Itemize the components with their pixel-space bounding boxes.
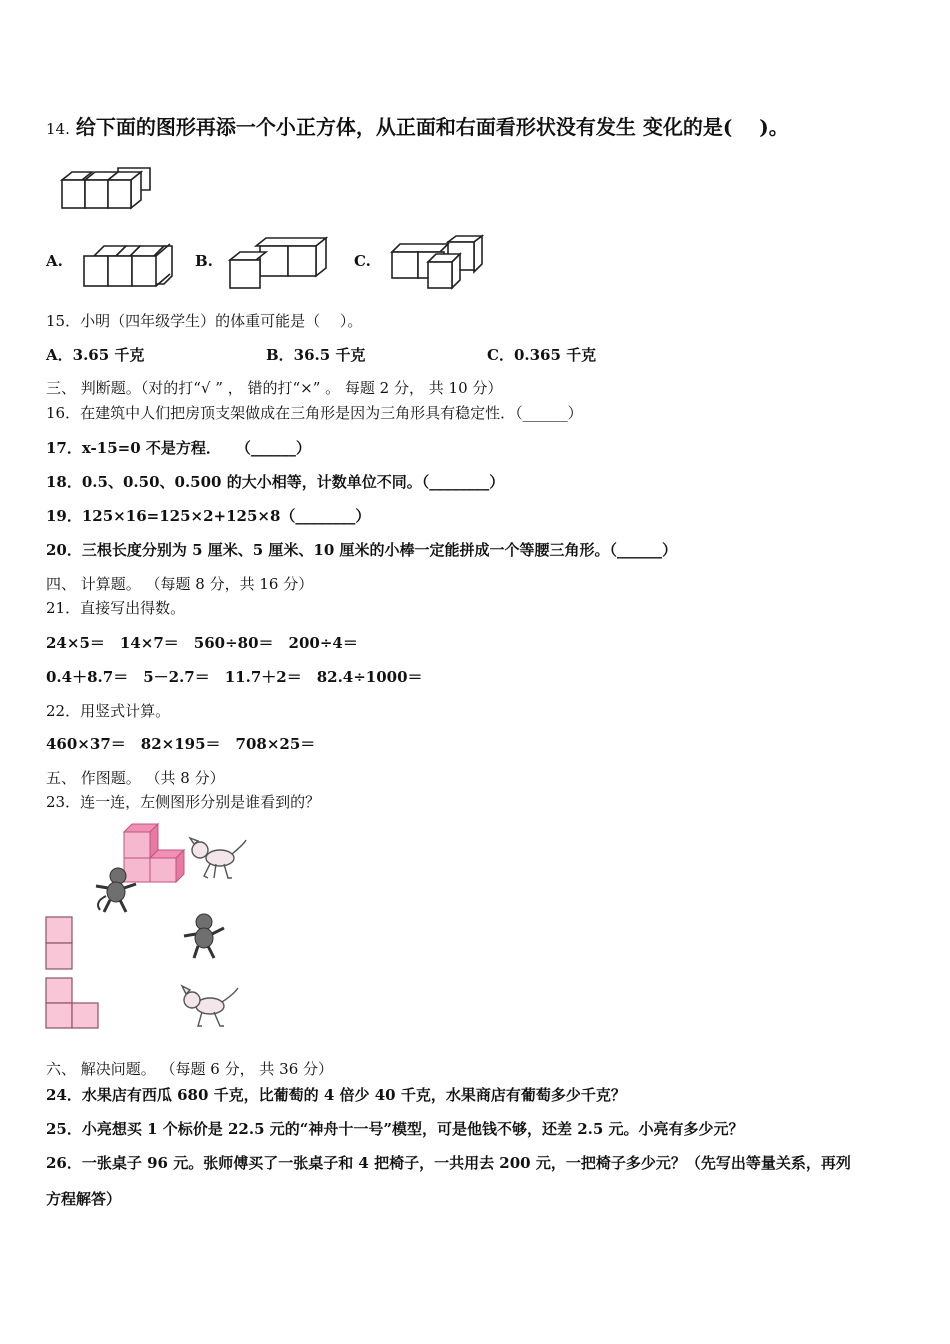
q15-option-a[interactable]: A．3.65 千克 (46, 346, 145, 364)
question-23: 23．连一连，左侧图形分别是谁看到的？ (46, 793, 321, 811)
monkey-icon (92, 866, 140, 914)
question-24: 24．水果店有西瓜 680 千克，比葡萄的 4 倍少 40 千克，水果商店有葡萄多少千克？ (46, 1086, 626, 1104)
q14-option-c-figure[interactable] (388, 236, 488, 292)
q22-row-1: 460×37＝ 82×195＝ 708×25＝ (46, 735, 316, 753)
question-21: 21．直接写出得数。 (46, 599, 186, 617)
question-26-line-1: 26．一张桌子 96 元。张师傅买了一张桌子和 4 把椅子，一共用去 200 元，一把椅子多少元？（先写出等量关系，再列 (46, 1154, 851, 1172)
question-18: 18．0.5、0.50、0.500 的大小相等，计数单位不同。（________） (46, 473, 505, 491)
dog-icon (188, 836, 250, 882)
section-6-heading: 六、 解决问题。 （每题 6 分， 共 36 分） (46, 1060, 334, 1078)
question-16: 16．在建筑中人们把房顶支架做成在三角形是因为三角形具有稳定性．（______） (46, 404, 583, 422)
question-15: 15．小明（四年级学生）的体重可能是（ ）。 (46, 312, 363, 330)
question-19: 19．125×16=125×2+125×8（________） (46, 507, 371, 525)
section-3-heading: 三、 判断题。（对的打“√ ” ， 错的打“×” 。 每题 2 分， 共 10 分） (46, 379, 503, 397)
q14-option-a-figure[interactable] (80, 240, 176, 290)
question-26-line-2: 方程解答） (46, 1190, 122, 1208)
monkey-icon-right[interactable] (180, 912, 228, 960)
section-5-heading: 五、 作图题。 （共 8 分） (46, 769, 225, 787)
question-14 (46, 114, 789, 142)
question-20: 20．三根长度分别为 5 厘米、5 厘米、10 厘米的小棒一定能拼成一个等腰三角形。（______） (46, 541, 678, 559)
view-shape-2[interactable] (45, 977, 101, 1033)
q14-option-c-label: C. (354, 252, 371, 270)
q14-option-a-label: A. (46, 252, 63, 270)
q15-option-b[interactable]: B．36.5 千克 (266, 346, 366, 364)
question-22: 22．用竖式计算。 (46, 702, 171, 720)
q14-option-b-label: B. (195, 252, 213, 270)
dog-icon-right[interactable] (180, 984, 242, 1030)
q14-given-figure (58, 164, 158, 212)
section-4-heading: 四、 计算题。 （每题 8 分，共 16 分） (46, 575, 314, 593)
question-14-text: 给下面的图形再添一个小正方体，从正面和右面看形状没有发生 变化的是( )。 (75, 115, 789, 139)
q21-row-2: 0.4＋8.7＝ 5－2.7＝ 11.7＋2＝ 82.4÷1000＝ (46, 668, 423, 686)
q14-option-b-figure[interactable] (226, 234, 332, 292)
view-shape-1[interactable] (45, 916, 75, 972)
question-14-number: 14. (46, 120, 70, 138)
question-17: 17．x-15=0 不是方程． （______） (46, 439, 311, 457)
question-25: 25．小亮想买 1 个标价是 22.5 元的“神舟十一号”模型，可是他钱不够，还差 2.5 元。小亮有多少元？ (46, 1120, 744, 1138)
q15-option-c[interactable]: C．0.365 千克 (487, 346, 597, 364)
q21-row-1: 24×5＝ 14×7＝ 560÷80＝ 200÷4＝ (46, 634, 358, 652)
